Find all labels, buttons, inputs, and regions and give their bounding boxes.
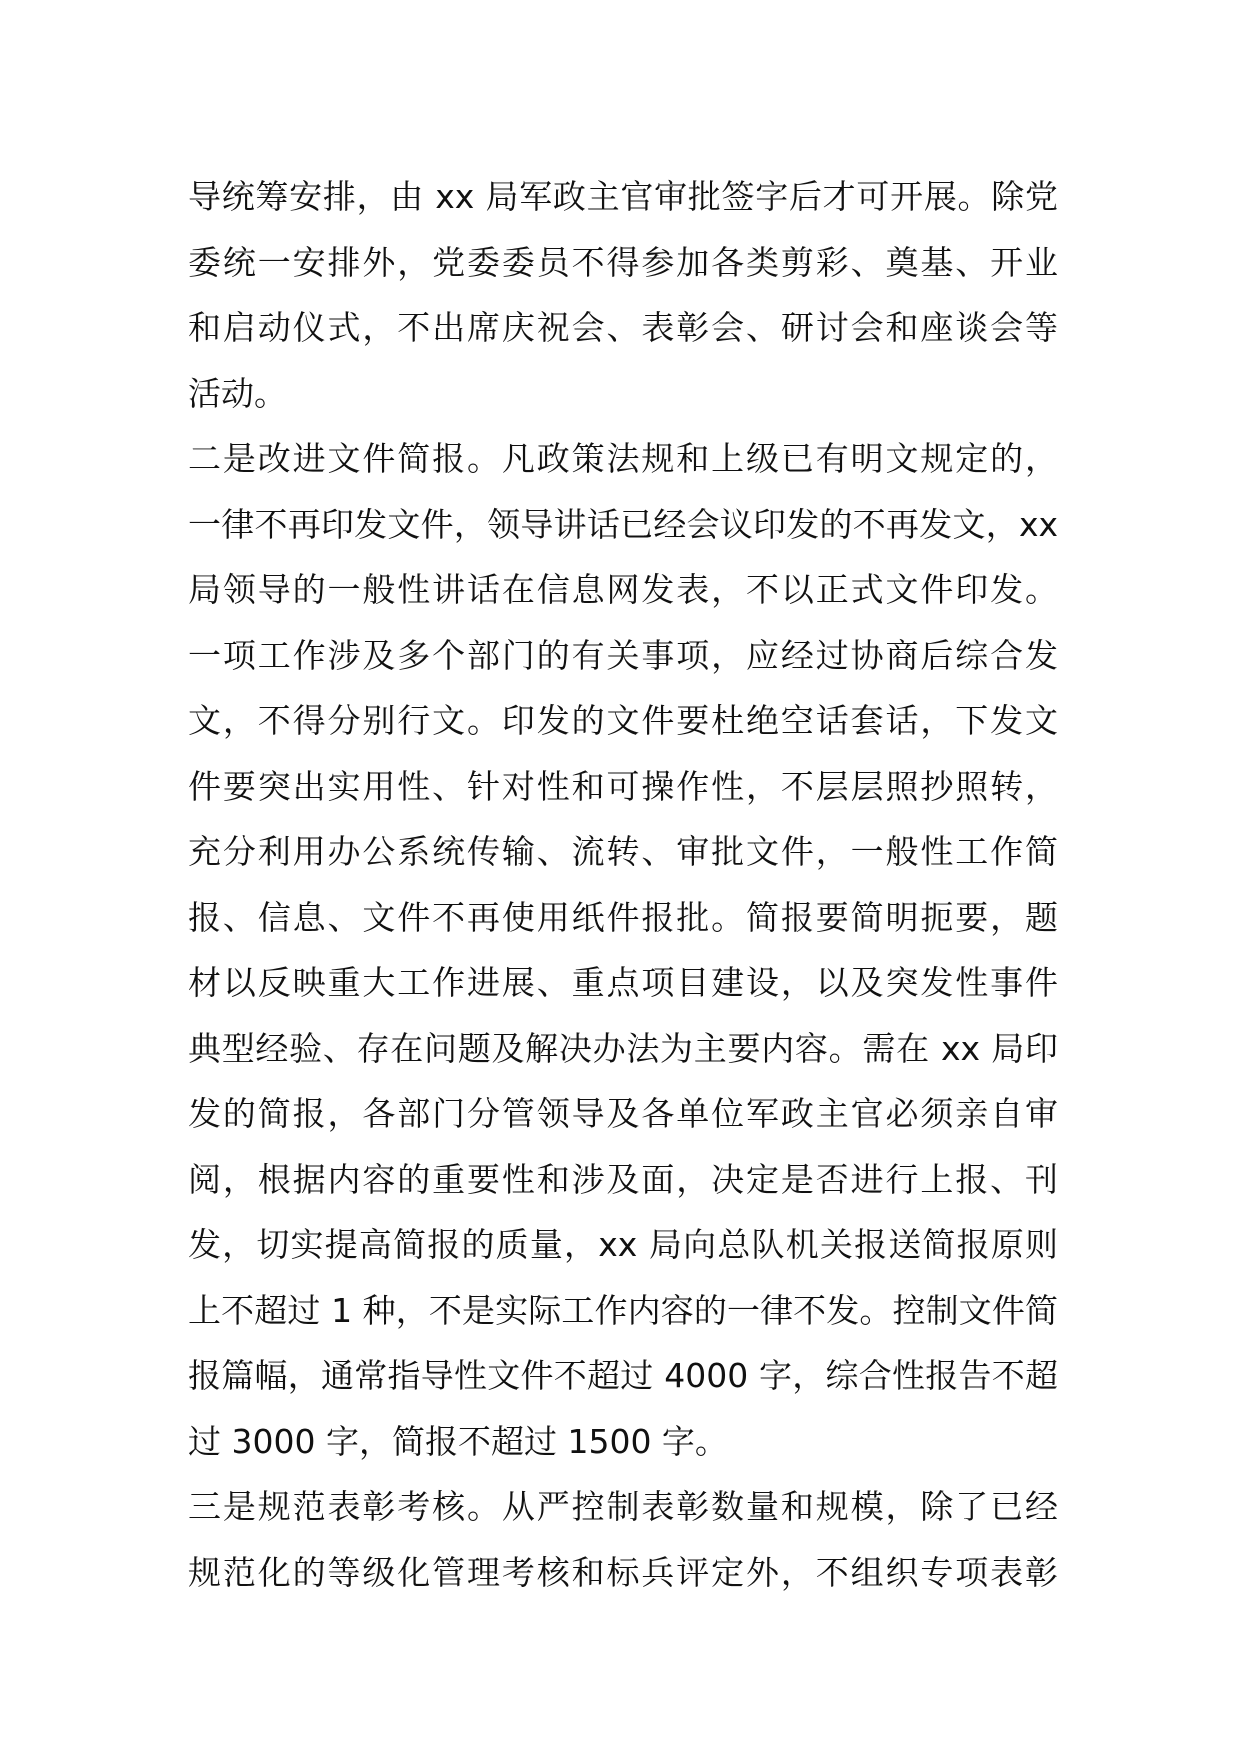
text-line: 局领导的一般性讲话在信息网发表，不以正式文件印发。 bbox=[188, 570, 1058, 609]
text-line: 导统筹安排，由 xx 局军政主官审批签字后才可开展。除党 bbox=[188, 177, 1058, 216]
text-line: 一律不再印发文件，领导讲话已经会议印发的不再发文，xx bbox=[188, 504, 1058, 544]
text-line: 报篇幅，通常指导性文件不超过 4000 字，综合性报告不超 bbox=[188, 1356, 1058, 1395]
text-line: 上不超过 1 种，不是实际工作内容的一律不发。控制文件简 bbox=[188, 1290, 1058, 1330]
text-line: 发，切实提高简报的质量，xx 局向总队机关报送简报原则 bbox=[188, 1225, 1058, 1264]
text-line: 报、信息、文件不再使用纸件报批。简报要简明扼要，题 bbox=[188, 897, 1058, 937]
document-body-text bbox=[188, 164, 1058, 1605]
text-line: 二是改进文件简报。凡政策法规和上级已有明文规定的， bbox=[188, 439, 1058, 478]
text-line: 一项工作涉及多个部门的有关事项，应经过协商后综合发 bbox=[188, 635, 1058, 675]
text-line: 活动。 bbox=[188, 373, 287, 413]
text-line: 委统一安排外，党委委员不得参加各类剪彩、奠基、开业 bbox=[188, 242, 1058, 282]
text-line: 三是规范表彰考核。从严控制表彰数量和规模，除了已经 bbox=[188, 1487, 1058, 1526]
text-line: 规范化的等级化管理考核和标兵评定外，不组织专项表彰 bbox=[188, 1552, 1058, 1592]
text-line: 发的简报，各部门分管领导及各单位军政主官必须亲自审 bbox=[188, 1094, 1058, 1133]
text-line: 文，不得分别行文。印发的文件要杜绝空话套话，下发文 bbox=[188, 701, 1058, 740]
text-line: 和启动仪式，不出席庆祝会、表彰会、研讨会和座谈会等 bbox=[188, 308, 1058, 347]
text-line: 充分利用办公系统传输、流转、审批文件，一般性工作简 bbox=[188, 832, 1058, 871]
text-line: 过 3000 字，简报不超过 1500 字。 bbox=[188, 1421, 728, 1461]
text-line: 材以反映重大工作进展、重点项目建设，以及突发性事件 bbox=[188, 963, 1058, 1002]
text-line: 阅，根据内容的重要性和涉及面，决定是否进行上报、刊 bbox=[188, 1159, 1058, 1199]
text-line: 件要突出实用性、针对性和可操作性，不层层照抄照转， bbox=[188, 766, 1058, 806]
text-line: 典型经验、存在问题及解决办法为主要内容。需在 xx 局印 bbox=[188, 1028, 1058, 1068]
